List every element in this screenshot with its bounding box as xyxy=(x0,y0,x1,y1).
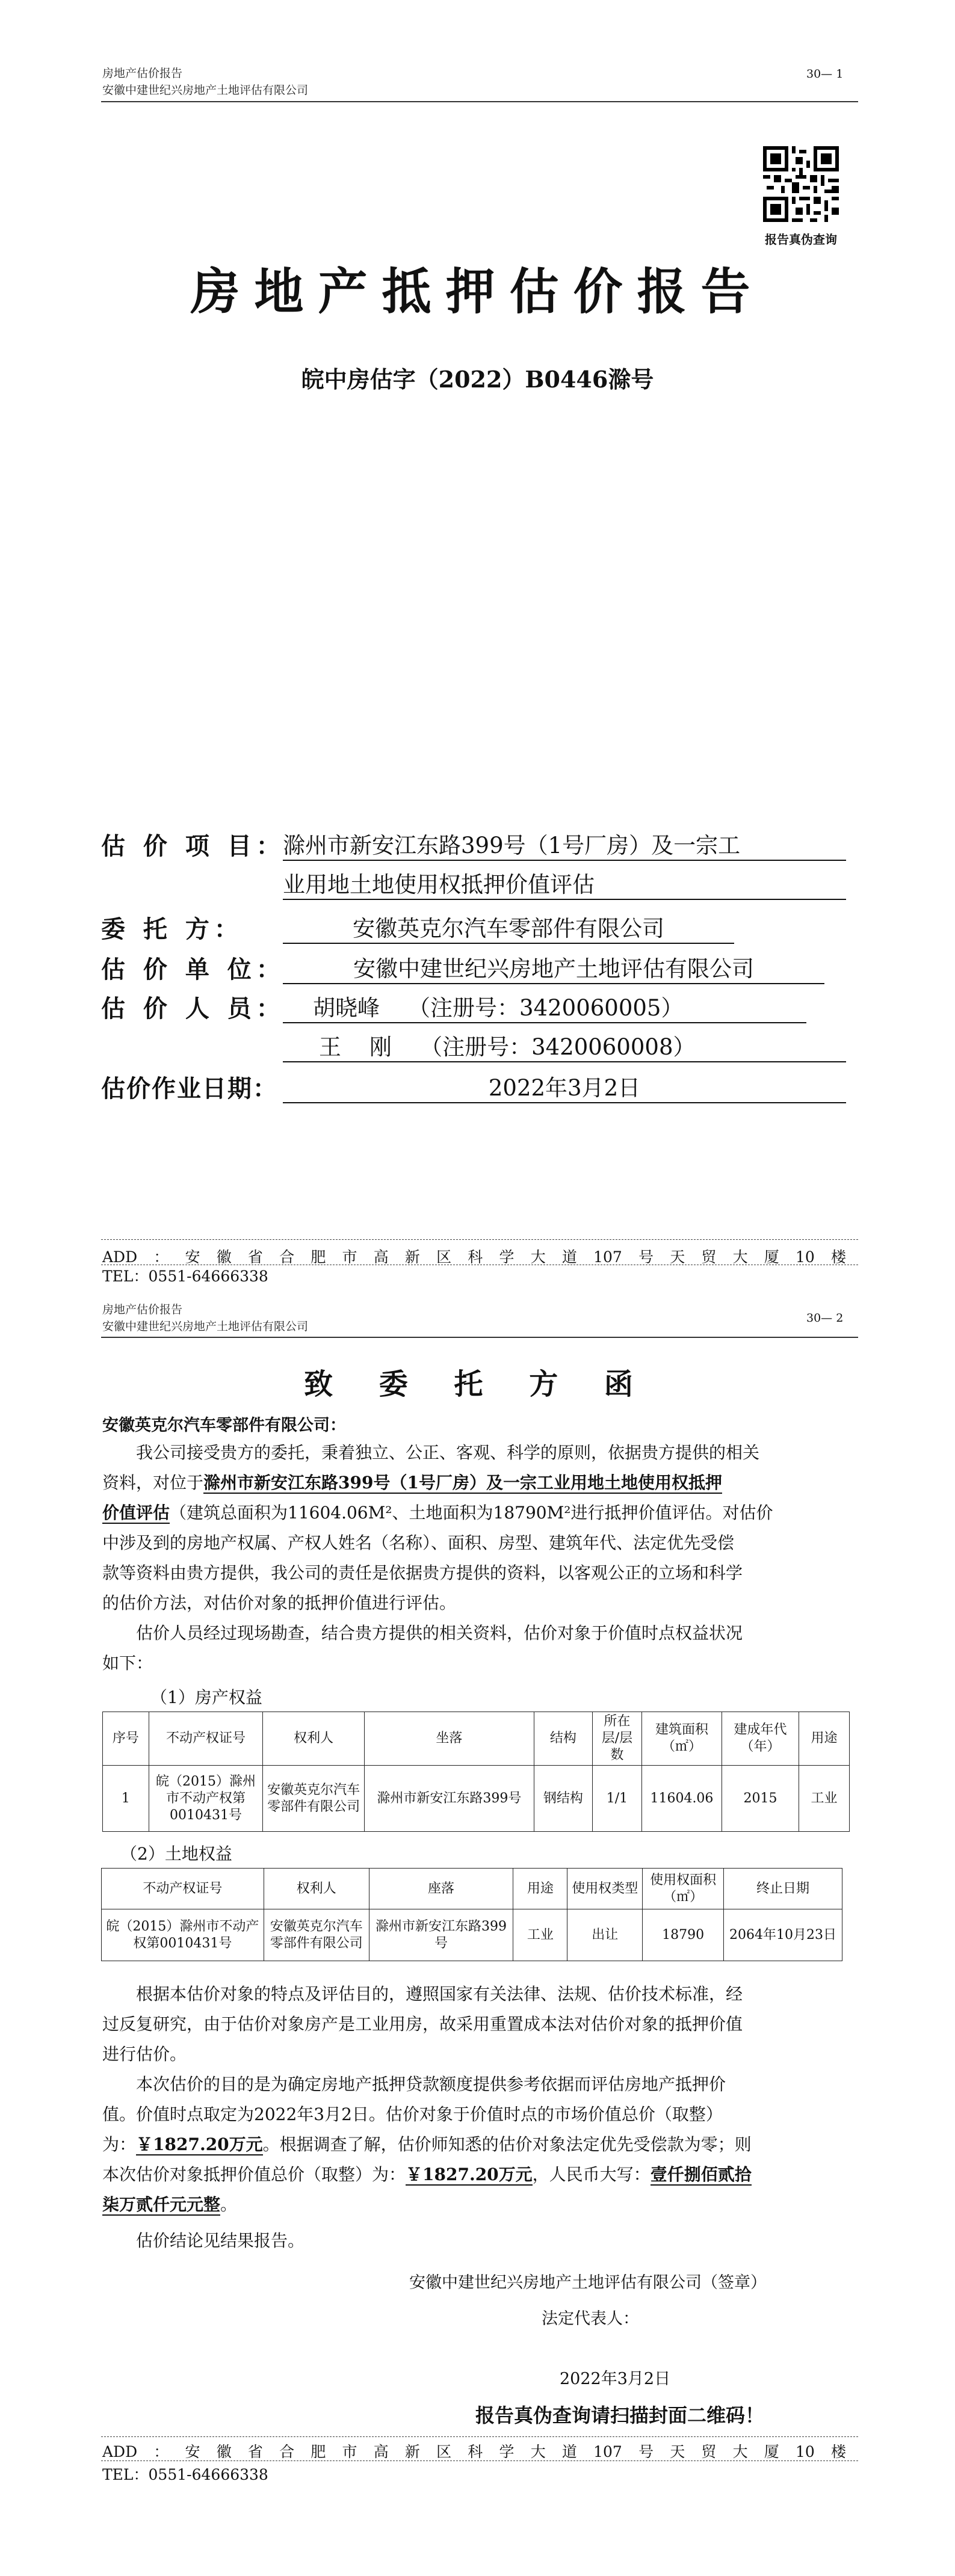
header-title: 房地产估价报告 xyxy=(102,67,183,80)
table-header: 权利人 xyxy=(263,1712,365,1766)
appraisers-label: 估 价 人 员： xyxy=(101,994,285,1023)
client-label: 委 托 方： xyxy=(101,915,243,943)
table-header: 权利人 xyxy=(264,1869,369,1909)
para3-line-c: 进行估价。 xyxy=(102,2044,187,2064)
legal-representative: 法定代表人： xyxy=(542,2309,639,2328)
header-company: 安徽中建世纪兴房地产土地评估有限公司 xyxy=(102,1320,309,1333)
paragraph-3 xyxy=(102,1979,848,2069)
table-header: 建成年代（年） xyxy=(722,1712,799,1766)
table-cell: 滁州市新安江东路399号 xyxy=(365,1766,534,1832)
para4-text: 。 xyxy=(220,2195,238,2214)
para4-text: 。根据调查了解，估价师知悉的估价对象法定优先受偿款为零；则 xyxy=(262,2134,752,2154)
project-label: 估 价 项 目： xyxy=(101,832,285,860)
project-value-line1: 滁州市新安江东路399号（1号厂房）及一宗工 xyxy=(283,827,846,861)
para4-line-e xyxy=(102,2190,848,2220)
date-value: 2022年3月2日 xyxy=(283,1070,846,1103)
header-rule xyxy=(101,101,858,102)
report-ref-number: 皖中房估字（2022）B0446滁号 xyxy=(301,366,654,393)
table-header: 序号 xyxy=(103,1712,149,1766)
table-header: 用途 xyxy=(513,1869,567,1909)
appraiser-unit-value: 安徽中建世纪兴房地产土地评估有限公司 xyxy=(283,951,824,984)
header-company: 安徽中建世纪兴房地产土地评估有限公司 xyxy=(102,84,309,97)
table-header-row xyxy=(103,1712,850,1766)
header-rule xyxy=(101,1337,858,1338)
table-cell: 滁州市新安江东路399号 xyxy=(369,1909,513,1961)
page-number: 30— 2 xyxy=(806,1311,844,1325)
paragraph-5: 估价结论见结果报告。 xyxy=(136,2231,305,2251)
table-cell: 18790 xyxy=(643,1909,724,1961)
table-cell: 工业 xyxy=(513,1909,567,1961)
table-header: 结构 xyxy=(534,1712,592,1766)
para2-line-b: 如下： xyxy=(102,1653,153,1673)
table-header: 使用权类型 xyxy=(567,1869,643,1909)
mortgage-value-words-cont: 柒万贰仟元元整 xyxy=(102,2195,221,2214)
para4-text: 本次估价对象抵押价值总价（取整）为： xyxy=(102,2165,406,2184)
table-header: 建筑面积（㎡） xyxy=(641,1712,722,1766)
table-cell: 11604.06 xyxy=(641,1766,722,1832)
table-header: 坐落 xyxy=(365,1712,534,1766)
table-header: 使用权面积（㎡） xyxy=(643,1869,724,1909)
table-header: 终止日期 xyxy=(724,1869,842,1909)
table-cell: 工业 xyxy=(799,1766,849,1832)
table-cell: 皖（2015）滁州市不动产权第0010431号 xyxy=(102,1909,264,1961)
footer-tel: TEL：0551-64666338 xyxy=(102,2466,268,2483)
table-cell: 皖（2015）滁州市不动产权第0010431号 xyxy=(149,1766,262,1832)
footer-rule xyxy=(101,1239,858,1240)
table-header: 不动产权证号 xyxy=(149,1712,262,1766)
qr-code-icon[interactable] xyxy=(763,146,839,222)
table-row xyxy=(102,1909,842,1961)
para1-text: （建筑总面积为11604.06M²、土地面积为18790M²进行抵押价值评估。对估价 xyxy=(170,1503,773,1523)
mortgage-value: ￥1827.20万元 xyxy=(406,2165,533,2184)
table-cell: 2015 xyxy=(722,1766,799,1832)
mortgage-value-words: 壹仟捌佰贰拾 xyxy=(650,2165,752,2184)
table-header: 所在层/层数 xyxy=(592,1712,641,1766)
land-rights-table xyxy=(101,1868,842,1961)
table-header: 座落 xyxy=(369,1869,513,1909)
para4-line-c xyxy=(102,2130,848,2160)
date-label: 估价作业日期： xyxy=(101,1074,278,1103)
para4-text: ，人民币大写： xyxy=(532,2165,651,2184)
footer-rule-2 xyxy=(101,2460,858,2461)
para4-text: 为： xyxy=(102,2134,137,2154)
subject-property: 滁州市新安江东路399号（1号厂房）及一宗工业用地土地使用权抵押 xyxy=(203,1473,722,1493)
para4-line-d xyxy=(102,2160,848,2190)
table-cell: 安徽英克尔汽车零部件有限公司 xyxy=(264,1909,369,1961)
table-cell: 安徽英克尔汽车零部件有限公司 xyxy=(263,1766,365,1832)
signature-date: 2022年3月2日 xyxy=(560,2370,671,2388)
table-cell: 1 xyxy=(103,1766,149,1832)
client-value: 安徽英克尔汽车零部件有限公司 xyxy=(283,910,734,944)
table-header: 用途 xyxy=(799,1712,849,1766)
paragraph-4 xyxy=(102,2069,848,2220)
para1-text: 资料，对位于 xyxy=(102,1473,204,1493)
paragraph-1 xyxy=(102,1438,848,1618)
letter-title: 致 委 托 方 函 xyxy=(304,1367,651,1401)
para1-line-d: 中涉及到的房地产权属、产权人姓名（名称）、面积、房型、建筑年代、法定优先受偿 xyxy=(102,1533,735,1553)
para1-line-a: 我公司接受贵方的委托，秉着独立、公正、客观、科学的原则，依据贵方提供的相关 xyxy=(136,1443,760,1462)
appraiser-1: 胡晓峰 （注册号：3420060005） xyxy=(283,990,806,1023)
para2-line-a: 估价人员经过现场勘查，结合贵方提供的相关资料，估价对象于价值时点权益状况 xyxy=(136,1623,743,1643)
paragraph-2 xyxy=(102,1618,848,1678)
qr-notice: 报告真伪查询请扫描封面二维码！ xyxy=(475,2404,765,2427)
subject-property-cont: 价值评估 xyxy=(102,1503,170,1523)
report-title: 房地产抵押估价报告 xyxy=(190,263,765,321)
table-cell: 2064年10月23日 xyxy=(724,1909,842,1961)
footer-address: ADD：安徽省合肥市高新区科学大道107号天贸大厦10楼 xyxy=(102,2443,846,2460)
appraiser-2: 王 刚 （注册号：3420060008） xyxy=(283,1029,846,1062)
para1-line-f: 的估价方法，对估价对象的抵押价值进行评估。 xyxy=(102,1593,457,1613)
table1-caption: （1）房产权益 xyxy=(150,1687,262,1707)
header-title: 房地产估价报告 xyxy=(102,1303,183,1316)
para4-line-a: 本次估价的目的是为确定房地产抵押贷款额度提供参考依据而评估房地产抵押价 xyxy=(136,2074,726,2094)
table-cell: 出让 xyxy=(567,1909,643,1961)
table-cell: 1/1 xyxy=(592,1766,641,1832)
qr-caption: 报告真伪查询 xyxy=(765,232,837,247)
table-header: 不动产权证号 xyxy=(102,1869,264,1909)
footer-rule xyxy=(101,2436,858,2437)
table-row xyxy=(103,1766,850,1832)
para3-line-a: 根据本估价对象的特点及评估目的，遵照国家有关法律、法规、估价技术标准，经 xyxy=(136,1984,743,2004)
footer-address: ADD：安徽省合肥市高新区科学大道107号天贸大厦10楼 xyxy=(102,1248,846,1266)
market-value: ￥1827.20万元 xyxy=(136,2134,263,2154)
para1-line-e: 款等资料由贵方提供，我公司的责任是依据贵方提供的资料，以客观公正的立场和科学 xyxy=(102,1563,743,1583)
property-rights-table xyxy=(102,1712,850,1832)
project-value-line2: 业用地土地使用权抵押价值评估 xyxy=(283,866,846,900)
table2-caption: （2）土地权益 xyxy=(120,1844,232,1864)
para1-line-b xyxy=(102,1468,848,1498)
table-cell: 钢结构 xyxy=(534,1766,592,1832)
para4-line-b: 值。价值时点取定为2022年3月2日。估价对象于价值时点的市场价值总价（取整） xyxy=(102,2104,723,2124)
table-header-row xyxy=(102,1869,842,1909)
salutation: 安徽英克尔汽车零部件有限公司： xyxy=(102,1416,346,1435)
para1-line-c xyxy=(102,1498,848,1528)
page-number: 30— 1 xyxy=(806,67,844,81)
para3-line-b: 过反复研究，由于估价对象房产是工业用房，故采用重置成本法对估价对象的抵押价值 xyxy=(102,2014,743,2034)
signature-company: 安徽中建世纪兴房地产土地评估有限公司（签章） xyxy=(409,2273,767,2292)
footer-tel: TEL：0551-64666338 xyxy=(102,1268,268,1285)
appraiser-unit-label: 估 价 单 位： xyxy=(101,955,285,984)
